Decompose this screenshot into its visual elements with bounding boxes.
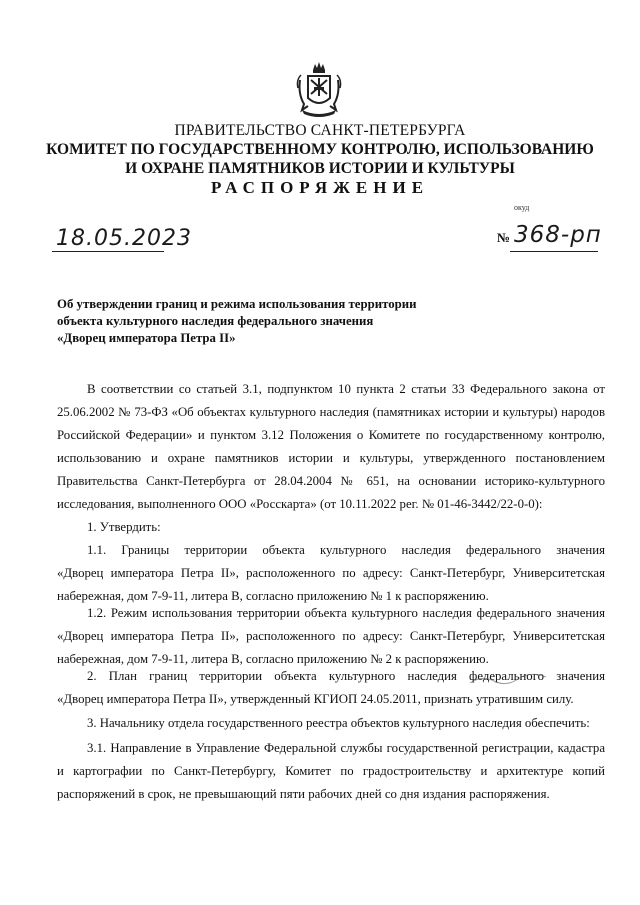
text-line: «Дворец императора Петра II», расположенного по адресу: Санкт-Петербург, Университетская — [57, 566, 605, 580]
government-name: ПРАВИТЕЛЬСТВО САНКТ-ПЕТЕРБУРГА — [174, 122, 466, 139]
date-underline — [52, 251, 164, 252]
text-line: 3.1. Направление в Управление Федеральной службы государственной регистрации, кадастра — [87, 741, 605, 755]
coat-of-arms-icon — [296, 60, 342, 120]
text-line: 25.06.2002 № 73-ФЗ «Об объектах культурного наследия (памятниках истории и культуры) народов — [57, 405, 605, 419]
item-1-1 — [57, 539, 605, 608]
text-line: использованию и охране памятников истории и культуры, утвержденного постановлением — [57, 451, 605, 465]
committee-name-line2: И ОХРАНЕ ПАМЯТНИКОВ ИСТОРИИ И КУЛЬТУРЫ — [125, 160, 515, 177]
handwritten-date: 18.05.2023 — [56, 226, 192, 251]
text-line: Российской Федерации» и пунктом 3.12 Положения о Комитете по государственному контролю, — [57, 428, 605, 442]
document-subject — [57, 296, 477, 347]
text-line: исследования, выполненного ООО «Росскарта» (от 10.11.2022 рег. № 01-46-3442/22-0-0): — [57, 497, 543, 511]
pen-mark-icon — [468, 671, 548, 689]
number-underline — [510, 251, 598, 252]
text-line: 1.1. Границы территории объекта культурного наследия федерального значения — [87, 543, 605, 557]
text-line: «Дворец императора Петра II», утвержденный КГИОП 24.05.2011, признать утратившим силу. — [57, 692, 574, 706]
text-line: «Дворец императора Петра II», расположенного по адресу: Санкт-Петербург, Университетская — [57, 629, 605, 643]
subject-line: Об утверждении границ и режима использования территории — [57, 297, 417, 311]
committee-name-line1: КОМИТЕТ ПО ГОСУДАРСТВЕННОМУ КОНТРОЛЮ, ИСПОЛЬЗОВАНИЮ — [46, 141, 594, 158]
text-line: Правительства Санкт-Петербурга от 28.04.2004 № 651, на основании историко-культурного — [57, 474, 605, 488]
document-type-title: РАСПОРЯЖЕНИЕ — [210, 178, 430, 197]
item-3 — [57, 712, 605, 735]
text-line: набережная, дом 7-9-11, литера В, согласно приложению № 2 к распоряжению. — [57, 652, 489, 666]
text-line: распоряжений в срок, не превышающий пяти рабочих дней со дня издания распоряжения. — [57, 787, 550, 801]
preamble-paragraph — [57, 378, 605, 516]
number-sign: № — [497, 230, 511, 245]
item-1 — [57, 516, 605, 539]
text-line: 3. Начальнику отдела государственного реестра объектов культурного наследия обеспечить: — [87, 716, 590, 730]
text-line: 1.2. Режим использования территории объекта культурного наследия федерального значения — [87, 606, 605, 620]
subject-line: «Дворец императора Петра II» — [57, 331, 236, 345]
handwritten-document-number: 368-рп — [514, 222, 602, 248]
subject-line: объекта культурного наследия федерального значения — [57, 314, 374, 328]
text-line: 2. План границ территории объекта культурного наследия федерального значения — [87, 669, 605, 683]
okud-label: окуд — [514, 203, 530, 212]
item-3-1 — [57, 737, 605, 806]
text-line: набережная, дом 7-9-11, литера В, согласно приложению № 1 к распоряжению. — [57, 589, 489, 603]
text-line: 1. Утвердить: — [87, 520, 161, 534]
item-1-2 — [57, 602, 605, 671]
text-line: В соответствии со статьей 3.1, подпунктом 10 пункта 2 статьи 33 Федерального закона от — [87, 382, 605, 396]
text-line: и картографии по Санкт-Петербургу, Комитет по градостроительству и архитектуре копий — [57, 764, 605, 778]
